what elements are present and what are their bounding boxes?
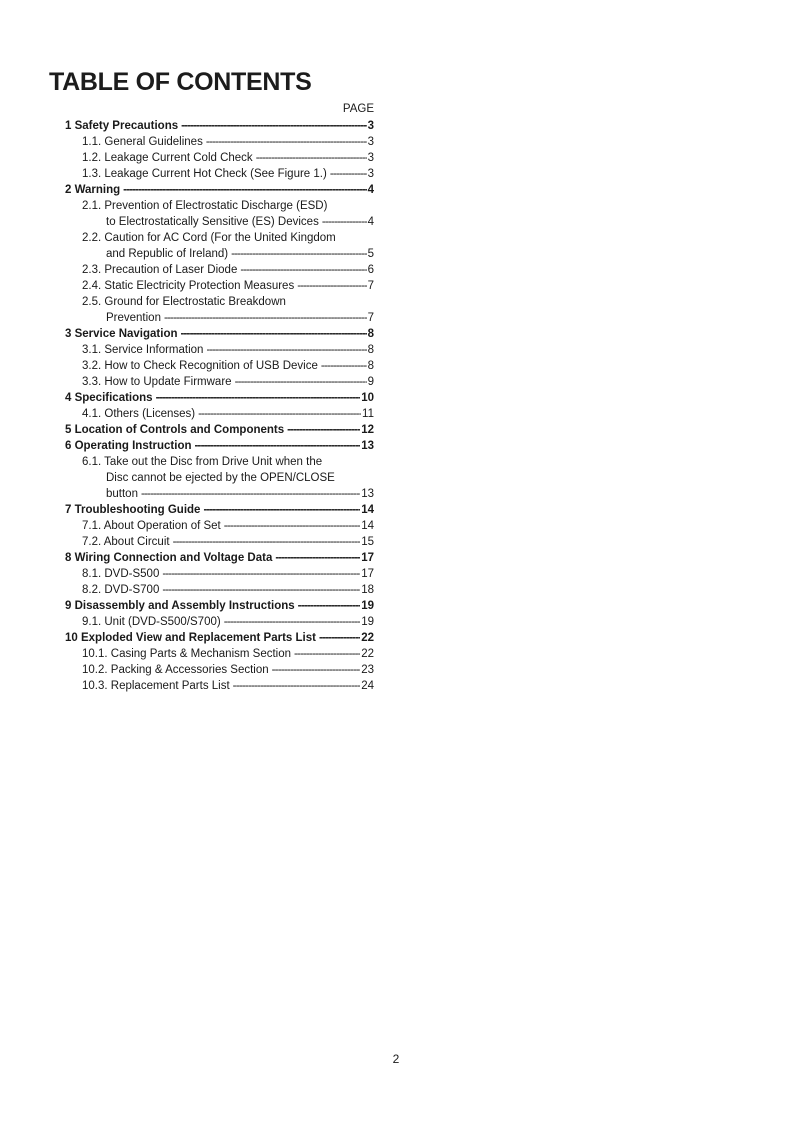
table-of-contents: [0, 118, 793, 694]
toc-subsection-entry: [0, 662, 793, 678]
dot-leader: [198, 406, 361, 422]
toc-entry-label: 1.3. Leakage Current Hot Check (See Figure 1.): [82, 168, 327, 180]
toc-entry-label: 7 Troubleshooting Guide: [65, 504, 201, 516]
dot-leader: [181, 118, 366, 134]
toc-entry-page: 24: [361, 680, 374, 692]
toc-entry-label: 2.4. Static Electricity Protection Measures: [82, 280, 295, 292]
toc-subsection-entry: [0, 646, 793, 662]
dot-leader: [235, 374, 367, 390]
toc-entry-label: 4 Specifications: [65, 392, 153, 404]
toc-entry-page: 12: [361, 424, 374, 436]
toc-entry-page: 7: [367, 312, 374, 324]
toc-entry-page: 19: [361, 600, 374, 612]
toc-entry-label: 8 Wiring Connection and Voltage Data: [65, 552, 273, 564]
dot-leader: [321, 358, 367, 374]
toc-subsection-entry: [0, 342, 793, 358]
toc-entry-label: 4.1. Others (Licenses): [82, 408, 196, 420]
toc-section-entry: [0, 422, 793, 438]
toc-entry-page: 10: [361, 392, 374, 404]
toc-entry-label: 7.1. About Operation of Set: [82, 520, 221, 532]
toc-section-entry: [0, 326, 793, 342]
toc-entry-label: 6.1. Take out the Disc from Drive Unit when the: [82, 456, 323, 468]
toc-section-entry: [0, 630, 793, 646]
dot-leader: [231, 246, 366, 262]
dot-leader: [287, 422, 360, 438]
toc-subsection-entry: [0, 246, 793, 262]
dot-leader: [206, 342, 366, 358]
toc-entry-page: 5: [367, 248, 374, 260]
toc-entry-page: 8: [367, 328, 374, 340]
toc-entry-page: 7: [367, 280, 374, 292]
toc-section-entry: [0, 438, 793, 454]
toc-entry-label: 8.2. DVD-S700: [82, 584, 160, 596]
dot-leader: [123, 182, 366, 198]
dot-leader: [319, 630, 360, 646]
toc-entry-page: 4: [367, 184, 374, 196]
toc-subsection-entry: [0, 134, 793, 150]
toc-subsection-entry: [0, 582, 793, 598]
toc-entry-page: 13: [361, 488, 374, 500]
toc-subsection-entry: [0, 566, 793, 582]
toc-subsection-entry: [0, 518, 793, 534]
toc-entry-label: 10.1. Casing Parts & Mechanism Section: [82, 648, 292, 660]
toc-entry-label: 2.1. Prevention of Electrostatic Discharge (ESD): [82, 200, 328, 212]
toc-entry-page: 14: [361, 520, 374, 532]
toc-subsection-entry: [0, 534, 793, 550]
toc-entry-page: 14: [361, 504, 374, 516]
dot-leader: [181, 326, 367, 342]
toc-entry-page: 18: [361, 584, 374, 596]
toc-entry-label: button: [106, 488, 138, 500]
toc-entry-label: 6 Operating Instruction: [65, 440, 192, 452]
page-column-header: PAGE: [342, 103, 374, 115]
dot-leader: [233, 678, 361, 694]
toc-entry-label: 3.3. How to Update Firmware: [82, 376, 232, 388]
toc-subsection-entry: [0, 294, 793, 310]
toc-entry-label: Disc cannot be ejected by the OPEN/CLOSE: [106, 472, 335, 484]
toc-subsection-entry: [0, 198, 793, 214]
toc-entry-label: 7.2. About Circuit: [82, 536, 170, 548]
toc-subsection-entry: [0, 678, 793, 694]
toc-subsection-entry: [0, 374, 793, 390]
toc-entry-page: 22: [361, 632, 374, 644]
toc-entry-label: 1.1. General Guidelines: [82, 136, 203, 148]
dot-leader: [272, 662, 361, 678]
dot-leader: [298, 598, 361, 614]
toc-section-entry: [0, 598, 793, 614]
toc-entry-page: 17: [361, 568, 374, 580]
dot-leader: [256, 150, 367, 166]
toc-entry-label: Prevention: [106, 312, 161, 324]
toc-section-entry: [0, 390, 793, 406]
toc-entry-page: 13: [361, 440, 374, 452]
dot-leader: [203, 502, 360, 518]
toc-entry-page: 19: [361, 616, 374, 628]
toc-subsection-entry: [0, 214, 793, 230]
toc-subsection-entry: [0, 358, 793, 374]
toc-entry-page: 3: [367, 120, 374, 132]
toc-entry-label: 2.3. Precaution of Laser Diode: [82, 264, 238, 276]
toc-entry-label: to Electrostatically Sensitive (ES) Devices: [106, 216, 319, 228]
dot-leader: [195, 438, 361, 454]
toc-entry-label: 3.2. How to Check Recognition of USB Device: [82, 360, 318, 372]
toc-subsection-entry: [0, 262, 793, 278]
dot-leader: [156, 390, 361, 406]
dot-leader: [330, 166, 367, 182]
toc-subsection-entry: [0, 614, 793, 630]
dot-leader: [164, 310, 367, 326]
toc-entry-page: 3: [367, 168, 374, 180]
toc-entry-label: 2.2. Caution for AC Cord (For the United Kingdom: [82, 232, 336, 244]
toc-subsection-entry: [0, 310, 793, 326]
dot-leader: [162, 566, 360, 582]
toc-entry-page: 9: [367, 376, 374, 388]
toc-entry-label: 3.1. Service Information: [82, 344, 204, 356]
dot-leader: [240, 262, 366, 278]
toc-entry-page: 17: [361, 552, 374, 564]
page-number: 2: [392, 1052, 400, 1066]
toc-entry-label: 1 Safety Precautions: [65, 120, 179, 132]
toc-entry-label: 2.5. Ground for Electrostatic Breakdown: [82, 296, 286, 308]
toc-entry-label: 2 Warning: [65, 184, 121, 196]
toc-subsection-entry: [0, 470, 793, 486]
toc-entry-page: 8: [367, 360, 374, 372]
toc-entry-label: 10.3. Replacement Parts List: [82, 680, 230, 692]
toc-entry-label: 9 Disassembly and Assembly Instructions: [65, 600, 295, 612]
toc-section-entry: [0, 550, 793, 566]
dot-leader: [141, 486, 360, 502]
toc-entry-label: 8.1. DVD-S500: [82, 568, 160, 580]
toc-entry-page: 6: [367, 264, 374, 276]
toc-section-entry: [0, 182, 793, 198]
dot-leader: [322, 214, 367, 230]
dot-leader: [224, 518, 360, 534]
toc-subsection-entry: [0, 406, 793, 422]
dot-leader: [206, 134, 367, 150]
toc-entry-label: 10 Exploded View and Replacement Parts List: [65, 632, 316, 644]
page-title: TABLE OF CONTENTS: [49, 68, 312, 96]
dot-leader: [224, 614, 361, 630]
dot-leader: [173, 534, 361, 550]
toc-entry-label: 5 Location of Controls and Components: [65, 424, 285, 436]
toc-section-entry: [0, 118, 793, 134]
toc-subsection-entry: [0, 150, 793, 166]
toc-entry-page: 22: [361, 648, 374, 660]
toc-entry-label: 10.2. Packing & Accessories Section: [82, 664, 269, 676]
toc-entry-page: 3: [367, 152, 374, 164]
dot-leader: [162, 582, 360, 598]
toc-subsection-entry: [0, 486, 793, 502]
dot-leader: [275, 550, 360, 566]
toc-entry-page: 8: [367, 344, 374, 356]
toc-entry-page: 23: [361, 664, 374, 676]
toc-subsection-entry: [0, 454, 793, 470]
toc-entry-label: 1.2. Leakage Current Cold Check: [82, 152, 253, 164]
toc-subsection-entry: [0, 230, 793, 246]
toc-entry-label: and Republic of Ireland): [106, 248, 229, 260]
toc-entry-page: 3: [367, 136, 374, 148]
toc-entry-page: 15: [361, 536, 374, 548]
toc-entry-page: 11: [362, 408, 374, 420]
toc-entry-label: 3 Service Navigation: [65, 328, 178, 340]
toc-section-entry: [0, 502, 793, 518]
toc-subsection-entry: [0, 278, 793, 294]
toc-entry-label: 9.1. Unit (DVD-S500/S700): [82, 616, 221, 628]
dot-leader: [297, 278, 366, 294]
toc-entry-page: 4: [367, 216, 374, 228]
toc-subsection-entry: [0, 166, 793, 182]
dot-leader: [294, 646, 360, 662]
